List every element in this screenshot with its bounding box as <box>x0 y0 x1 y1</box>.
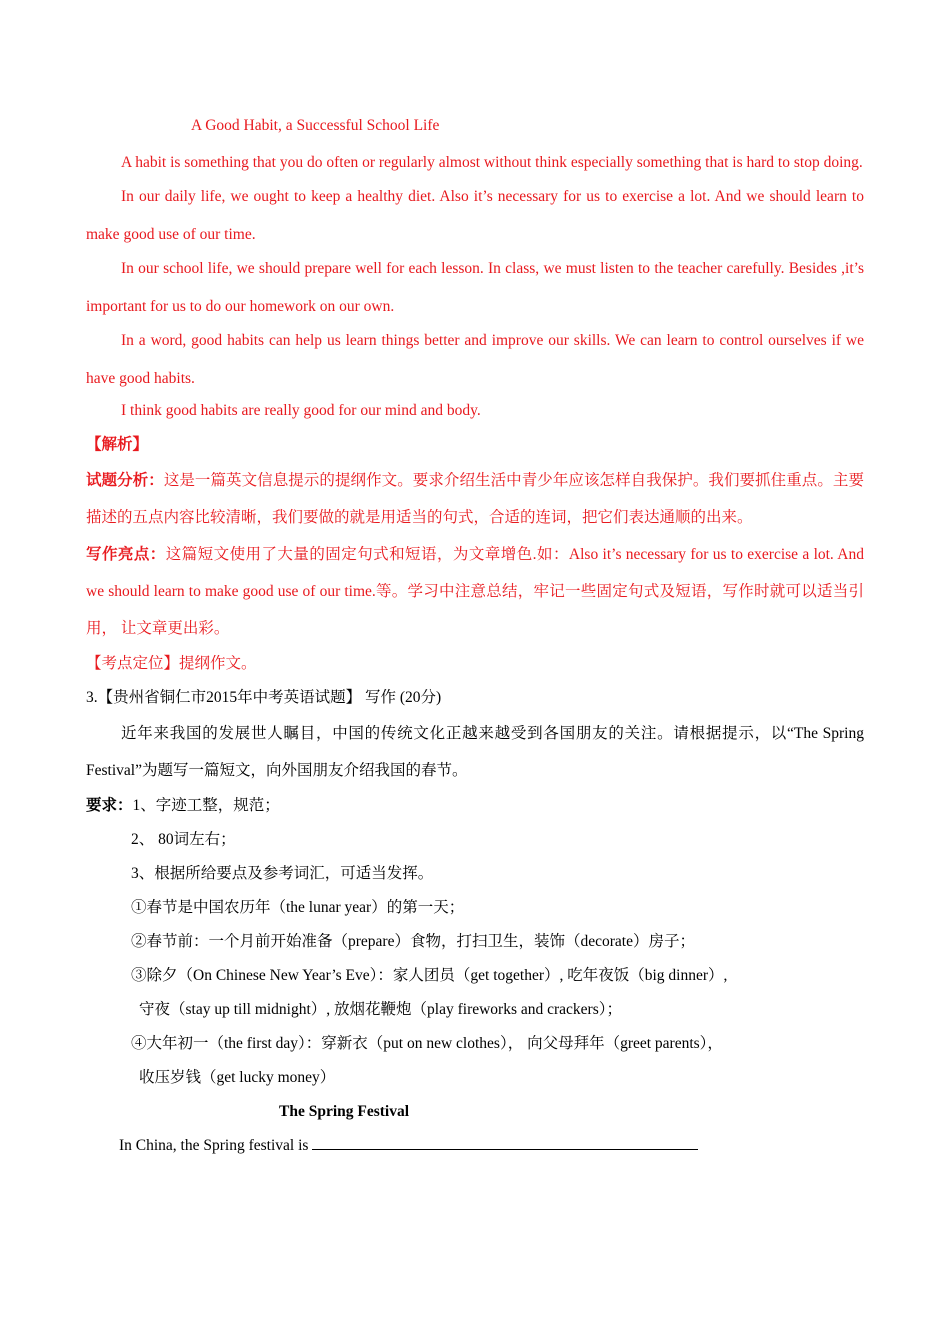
question3-requirements <box>86 789 864 823</box>
requirements-label: 要求： <box>86 797 133 814</box>
point-3b: 守夜（stay up till midnight）, 放烟花鞭炮（play fireworks and crackers）； <box>139 1001 623 1018</box>
analysis-text-2: 这篇短文使用了大量的固定句式和短语，为文章增色.如：Also it’s necessary for us to exercise a lot. And we should learn to make good use of our time.等。学习中注意总结，牢记一些固定句式及短语，写作时就可以适当引用， 让文章更出彩。 <box>86 546 864 637</box>
essay-paragraph-4: In a word, good habits can help us learn things better and improve our skills. We can learn to control ourselves if we have good habits. <box>86 332 864 387</box>
essay-paragraph-2: In our daily life, we ought to keep a healthy diet. Also it’s necessary for us to exercise a lot. And we should learn to make good use of our time. <box>86 188 864 243</box>
composition-start <box>86 1129 864 1163</box>
point-4a: ④大年初一（the first day）：穿新衣（put on new clothes）， 向父母拜年（greet parents）， <box>131 1035 723 1052</box>
point-4b: 收压岁钱（get lucky money） <box>139 1069 336 1086</box>
requirement-1: 1、字迹工整，规范； <box>132 797 280 814</box>
point-3a: ③除夕（On Chinese New Year’s Eve）：家人团员（get together）, 吃年夜饭（big dinner）, <box>131 967 728 984</box>
answer-blank-line[interactable] <box>312 1135 698 1150</box>
requirement-3: 3、根据所给要点及参考词汇，可适当发挥。 <box>131 865 434 882</box>
question3-heading: 3.【贵州省铜仁市2015年中考英语试题】 写作 (20分) <box>86 689 442 706</box>
analysis-position: 【考点定位】提纲作文。 <box>86 655 257 672</box>
point-2: ②春节前：一个月前开始准备（prepare）食物，打扫卫生，装饰（decorate）房子； <box>131 933 695 950</box>
essay-title: A Good Habit, a Successful School Life <box>191 117 440 134</box>
analysis-text-1: 这是一篇英文信息提示的提纲作文。要求介绍生活中青少年应该怎样自我保护。我们要抓住重点。主要描述的五点内容比较清晰，我们要做的就是用适当的句式，合适的连词，把它们表达通顺的出来。 <box>86 472 864 526</box>
composition-title: The Spring Festival <box>279 1103 410 1120</box>
analysis-paragraph-1 <box>86 462 864 536</box>
question3-intro: 近年来我国的发展世人瞩目，中国的传统文化正越来越受到各国朋友的关注。请根据提示，以“The Spring Festival”为题写一篇短文，向外国朋友介绍我国的春节。 <box>86 725 864 779</box>
analysis-label-2: 写作亮点： <box>86 546 166 563</box>
analysis-paragraph-2 <box>86 536 864 647</box>
analysis-header: 【解析】 <box>86 436 149 453</box>
essay-paragraph-1: A habit is something that you do often or regularly almost without think especially something that is hard to stop doing. <box>121 154 863 171</box>
point-1: ①春节是中国农历年（the lunar year）的第一天； <box>131 899 465 916</box>
requirement-2: 2、 80词左右； <box>131 831 236 848</box>
composition-start-text: In China, the Spring festival is <box>119 1137 313 1154</box>
document-page <box>86 114 864 1163</box>
essay-paragraph-5: I think good habits are really good for our mind and body. <box>121 402 481 419</box>
analysis-label-1: 试题分析： <box>86 472 164 489</box>
essay-paragraph-3: In our school life, we should prepare well for each lesson. In class, we must listen to the teacher carefully. Besides ,it’s important for us to do our homework on our own. <box>86 260 864 315</box>
